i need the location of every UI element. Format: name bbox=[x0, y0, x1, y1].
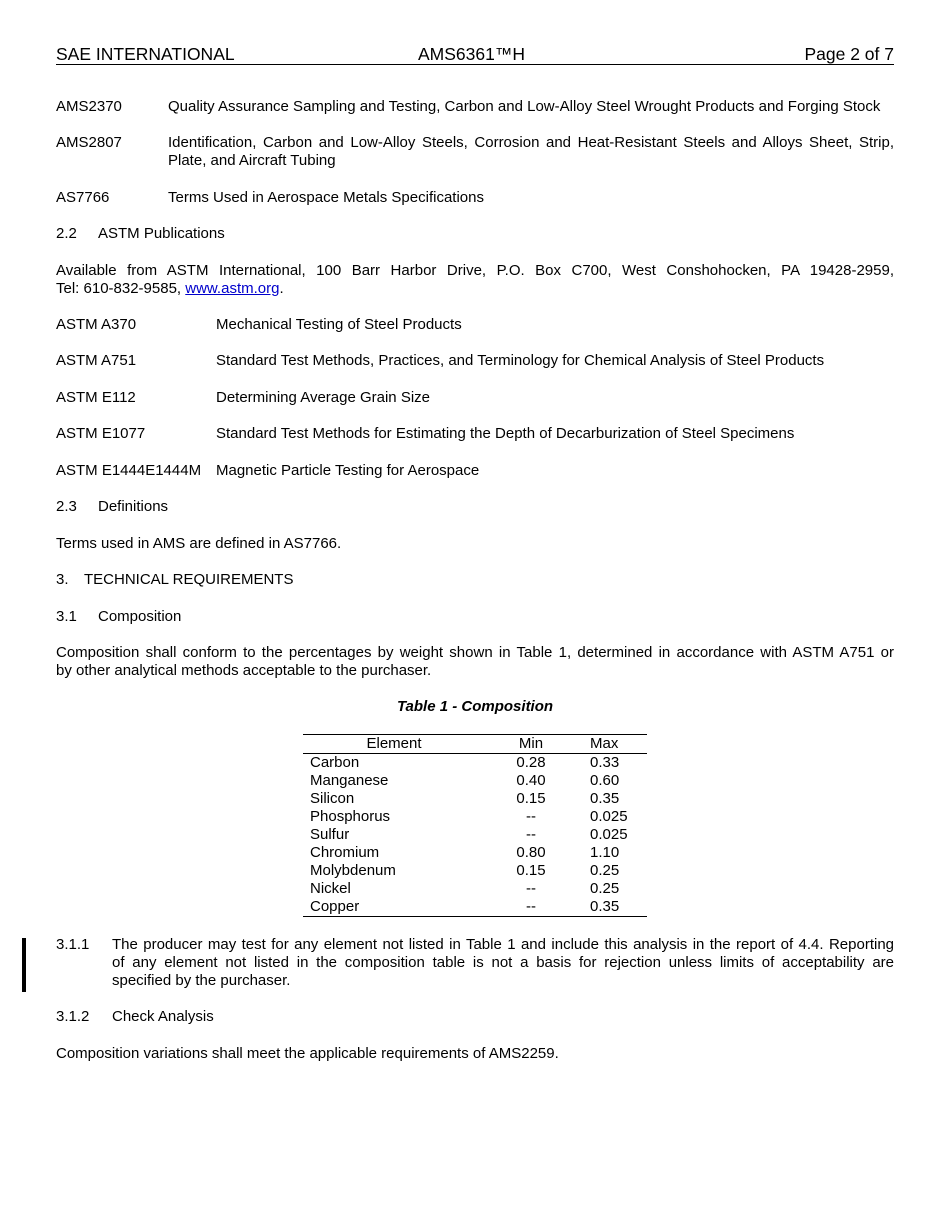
paragraph-line: The producer may test for any element not listed in Table 1 and include this analysis in the report of 4.4. Reporting bbox=[112, 936, 894, 953]
max-value: 0.35 bbox=[590, 790, 620, 807]
header-page-number: Page 2 of 7 bbox=[804, 44, 894, 64]
table-row bbox=[303, 862, 647, 880]
ref-title: Terms Used in Aerospace Metals Specifications bbox=[168, 189, 484, 206]
ref-id: AMS2807 bbox=[56, 134, 122, 151]
min-value: -- bbox=[526, 880, 536, 897]
element-name: Silicon bbox=[310, 790, 355, 807]
column-header-min: Min bbox=[485, 735, 577, 754]
max-value: 0.25 bbox=[590, 880, 620, 897]
min-value: -- bbox=[526, 826, 536, 843]
astm-ref-id: ASTM E1077 bbox=[56, 425, 146, 442]
table-row bbox=[303, 880, 647, 898]
composition-table bbox=[303, 734, 647, 917]
element-name: Manganese bbox=[310, 772, 389, 789]
element-name: Chromium bbox=[310, 844, 380, 861]
astm-ref-title: Determining Average Grain Size bbox=[216, 389, 430, 406]
element-name: Molybdenum bbox=[310, 862, 396, 879]
ref-id: AS7766 bbox=[56, 189, 110, 206]
section-heading: ASTM Publications bbox=[98, 225, 225, 242]
section-number: 3. bbox=[56, 571, 69, 588]
header-org: SAE INTERNATIONAL bbox=[56, 44, 235, 64]
min-value: 0.28 bbox=[516, 754, 546, 771]
composition-text-line: by other analytical methods acceptable to the purchaser. bbox=[56, 662, 432, 679]
element-name: Sulfur bbox=[310, 826, 350, 843]
section-number: 3.1.1 bbox=[56, 936, 90, 953]
paragraph-line: specified by the purchaser. bbox=[112, 972, 291, 989]
max-value: 1.10 bbox=[590, 844, 620, 861]
header-doc-id: AMS6361™H bbox=[418, 44, 525, 64]
astm-ref-id: ASTM A370 bbox=[56, 316, 137, 333]
table-row bbox=[303, 844, 647, 862]
section-heading: Definitions bbox=[98, 498, 169, 515]
paragraph-line: of any element not listed in the composition table is not a basis for rejection unless limits of acceptability are bbox=[112, 954, 894, 971]
section-heading: Check Analysis bbox=[112, 1008, 214, 1025]
ref-title-line: Plate, and Aircraft Tubing bbox=[168, 152, 336, 169]
max-value: 0.025 bbox=[590, 826, 628, 843]
astm-availability-line: Available from ASTM International, 100 Barr Harbor Drive, P.O. Box C700, West Conshohocken, PA 19428-2959, bbox=[56, 262, 894, 279]
astm-ref-id: ASTM A751 bbox=[56, 352, 137, 369]
table-caption: Table 1 - Composition bbox=[396, 698, 554, 715]
element-name: Carbon bbox=[310, 754, 360, 771]
min-value: 0.40 bbox=[516, 772, 546, 789]
astm-phone: Tel: 610-832-9585, bbox=[56, 280, 186, 297]
astm-ref-title: Mechanical Testing of Steel Products bbox=[216, 316, 462, 333]
min-value: 0.15 bbox=[516, 862, 546, 879]
max-value: 0.35 bbox=[577, 898, 647, 917]
ref-id: AMS2370 bbox=[56, 98, 122, 115]
min-value: -- bbox=[485, 898, 577, 917]
section-heading: TECHNICAL REQUIREMENTS bbox=[84, 571, 294, 588]
min-value: 0.80 bbox=[516, 844, 546, 861]
astm-ref-id: ASTM E1444E1444M bbox=[56, 462, 202, 479]
page-header bbox=[56, 44, 894, 65]
section-number: 3.1 bbox=[56, 608, 77, 625]
astm-ref-id: ASTM E112 bbox=[56, 389, 136, 406]
astm-website-link[interactable]: www.astm.org bbox=[185, 280, 280, 297]
min-value: 0.15 bbox=[516, 790, 546, 807]
element-name: Phosphorus bbox=[310, 808, 391, 825]
astm-ref-title: Standard Test Methods, Practices, and Terminology for Chemical Analysis of Steel Products bbox=[216, 352, 825, 369]
section-number: 2.2 bbox=[56, 225, 77, 242]
min-value: -- bbox=[526, 808, 536, 825]
section-number: 3.1.2 bbox=[56, 1008, 90, 1025]
astm-ref-title: Magnetic Particle Testing for Aerospace bbox=[216, 462, 480, 479]
element-name: Nickel bbox=[310, 880, 351, 897]
column-header-element: Element bbox=[303, 735, 485, 754]
column-header-max: Max bbox=[577, 735, 647, 754]
max-value: 0.025 bbox=[590, 808, 628, 825]
definitions-text: Terms used in AMS are defined in AS7766. bbox=[56, 535, 342, 552]
max-value: 0.60 bbox=[590, 772, 620, 789]
section-heading: Composition bbox=[98, 608, 182, 625]
composition-text-line: Composition shall conform to the percentages by weight shown in Table 1, determined in accordance with ASTM A751 or bbox=[56, 644, 894, 661]
section-number: 2.3 bbox=[56, 498, 77, 515]
element-name: Copper bbox=[303, 898, 485, 917]
table-row bbox=[303, 754, 647, 773]
check-analysis-text: Composition variations shall meet the applicable requirements of AMS2259. bbox=[56, 1045, 559, 1062]
max-value: 0.25 bbox=[590, 862, 620, 879]
astm-ref-title: Standard Test Methods for Estimating the Depth of Decarburization of Steel Specimens bbox=[216, 425, 795, 442]
max-value: 0.33 bbox=[590, 754, 620, 771]
table-row bbox=[303, 898, 647, 917]
table-header-row bbox=[303, 735, 647, 754]
ref-title-line: Identification, Carbon and Low-Alloy Steels, Corrosion and Heat-Resistant Steels and Alloys Sheet, Strip, bbox=[168, 134, 894, 151]
ref-title: Quality Assurance Sampling and Testing, Carbon and Low-Alloy Steel Wrought Products and Forging Stock bbox=[168, 98, 881, 115]
astm-availability-line bbox=[56, 280, 894, 298]
table-row bbox=[303, 772, 647, 790]
table-row bbox=[303, 826, 647, 844]
period: . bbox=[279, 280, 284, 297]
table-row bbox=[303, 808, 647, 826]
revision-change-bar bbox=[22, 938, 26, 992]
table-row bbox=[303, 790, 647, 808]
